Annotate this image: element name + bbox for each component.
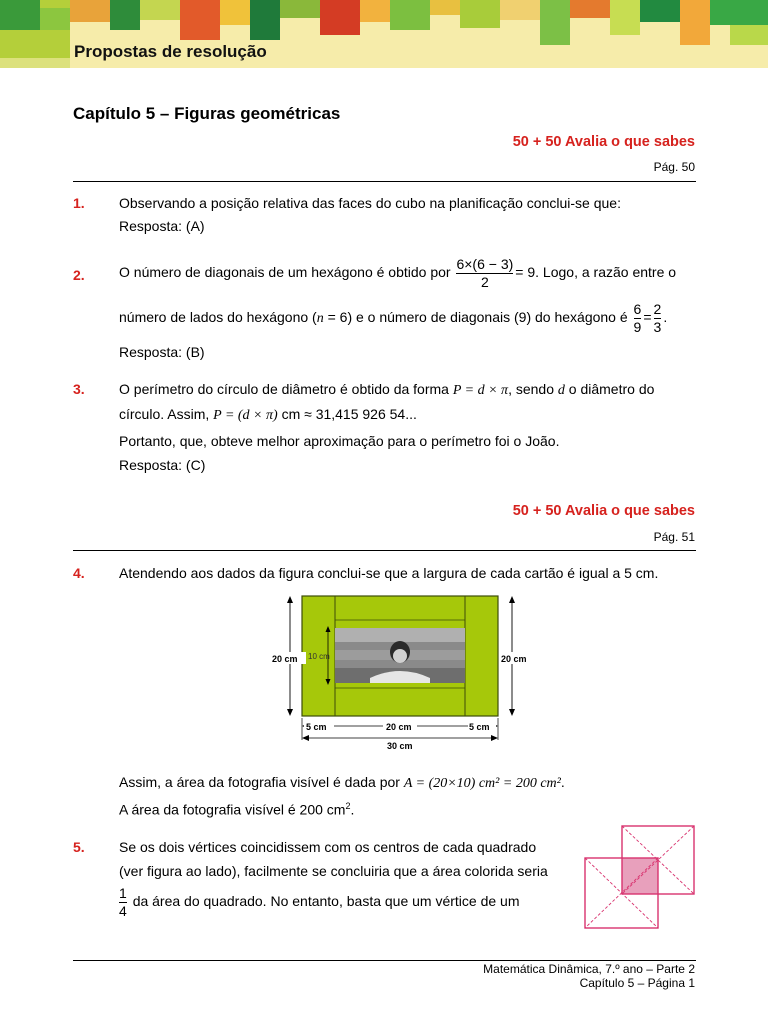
q3-line2-text: círculo. Assim,: [119, 406, 210, 422]
question-number: 3.: [73, 381, 85, 397]
question-number: 1.: [73, 195, 85, 211]
footer-page-number: Capítulo 5 – Página 1: [579, 976, 695, 990]
question-number: 5.: [73, 839, 85, 855]
question-number: 2.: [73, 267, 85, 283]
area-formula: A = (20×10) cm² = 200 cm²: [403, 776, 561, 791]
section-title: 50 + 50 Avalia o que sabes: [512, 134, 695, 150]
q3-line1-text-end: o diâmetro do: [568, 381, 655, 397]
q5-line3-text: da área do quadrado. No entanto, basta que um vértice de um: [132, 893, 520, 910]
period: .: [560, 774, 565, 790]
q5-line1: Se os dois vértices coincidissem com os centros de cada quadrado: [119, 839, 537, 855]
fraction-denominator: 2: [456, 273, 513, 291]
banner-title: Propostas de resolução: [74, 42, 267, 61]
variable-n: n: [316, 311, 324, 327]
q2-line1-text: O número de diagonais de um hexágono é obtido por: [119, 264, 451, 281]
fraction: [654, 301, 662, 336]
dim-label: 20 cm: [386, 722, 412, 732]
equation-result: = 9: [515, 264, 536, 281]
page-reference: Pág. 51: [653, 530, 695, 544]
photo-frame-figure: [268, 590, 536, 760]
q1-text: Observando a posição relativa das faces do cubo na planificação conclui-se que:: [119, 195, 621, 211]
photograph: [335, 628, 465, 683]
period: .: [663, 309, 668, 326]
fraction-numerator: 1: [119, 885, 127, 901]
footer-book-title: Matemática Dinâmica, 7.º ano – Parte 2: [483, 962, 695, 976]
q3-line1-text: O perímetro do círculo de diâmetro é obtido da forma: [119, 381, 449, 397]
q2-line2: [119, 301, 667, 336]
dim-label: 10 cm: [308, 652, 330, 661]
footer-divider: [73, 960, 696, 961]
q5-line3: [119, 885, 520, 920]
q4-line3: [119, 801, 354, 818]
variable-d: d: [557, 383, 565, 398]
q2-line2-text: número de lados do hexágono (: [119, 309, 317, 326]
fraction-numerator: 6×(6 − 3): [456, 256, 514, 272]
dim-label: 5 cm: [469, 722, 490, 732]
q3-line2: [119, 406, 417, 424]
superscript: 2: [345, 801, 351, 811]
question-number: 4.: [73, 565, 85, 581]
q2-answer: Resposta: (B): [119, 344, 205, 360]
chapter-title: Capítulo 5 – Figuras geométricas: [73, 104, 341, 123]
q3-line1-text-mid: , sendo: [508, 381, 554, 397]
dim-label: 20 cm: [272, 654, 298, 664]
fraction-denominator: 3: [653, 319, 662, 335]
section-divider: [73, 550, 696, 551]
perimeter-formula: P = (d × π): [213, 408, 278, 423]
q4-line2-text: Assim, a área da fotografia visível é dada por: [119, 774, 400, 790]
q5-line2: (ver figura ao lado), facilmente se concluiria que a área colorida seria: [119, 863, 548, 879]
overlapping-squares-figure: [582, 824, 698, 930]
dim-label: 30 cm: [387, 741, 413, 751]
q3-line2-text-end: cm ≈ 31,415 926 54...: [281, 406, 417, 422]
fraction-numerator: 6: [633, 301, 642, 317]
q2-line2-text-mid: = 6) e o número de diagonais (9) do hexágono é: [323, 309, 628, 326]
page-reference: Pág. 50: [653, 160, 695, 174]
section-title: 50 + 50 Avalia o que sabes: [512, 503, 695, 519]
header-banner: [0, 0, 768, 68]
q2-line1-text-end: . Logo, a razão entre o: [535, 264, 677, 281]
q1-answer: Resposta: (A): [119, 218, 205, 234]
perimeter-formula: P = d × π: [452, 383, 509, 398]
section-divider: [73, 181, 696, 182]
equals-sign: =: [643, 309, 652, 326]
q3-line1: [119, 381, 654, 399]
fraction: [456, 256, 513, 291]
dim-label: 5 cm: [306, 722, 327, 732]
q3-line3: Portanto, que, obteve melhor aproximação para o perímetro foi o João.: [119, 433, 560, 449]
fraction-denominator: 4: [119, 903, 127, 919]
q4-line1: Atendendo aos dados da figura conclui-se que a largura de cada cartão é igual a 5 cm.: [119, 565, 659, 581]
period: .: [350, 801, 355, 818]
fraction-denominator: 9: [633, 319, 642, 335]
dim-label: 20 cm: [501, 654, 527, 664]
q4-line2: [119, 774, 565, 792]
q2-line1: [119, 256, 676, 291]
fraction-numerator: 2: [653, 301, 662, 317]
q4-line3-text: A área da fotografia visível é 200 cm: [119, 801, 346, 818]
fraction: [634, 301, 642, 336]
q3-answer: Resposta: (C): [119, 457, 206, 473]
fraction: [119, 885, 127, 920]
